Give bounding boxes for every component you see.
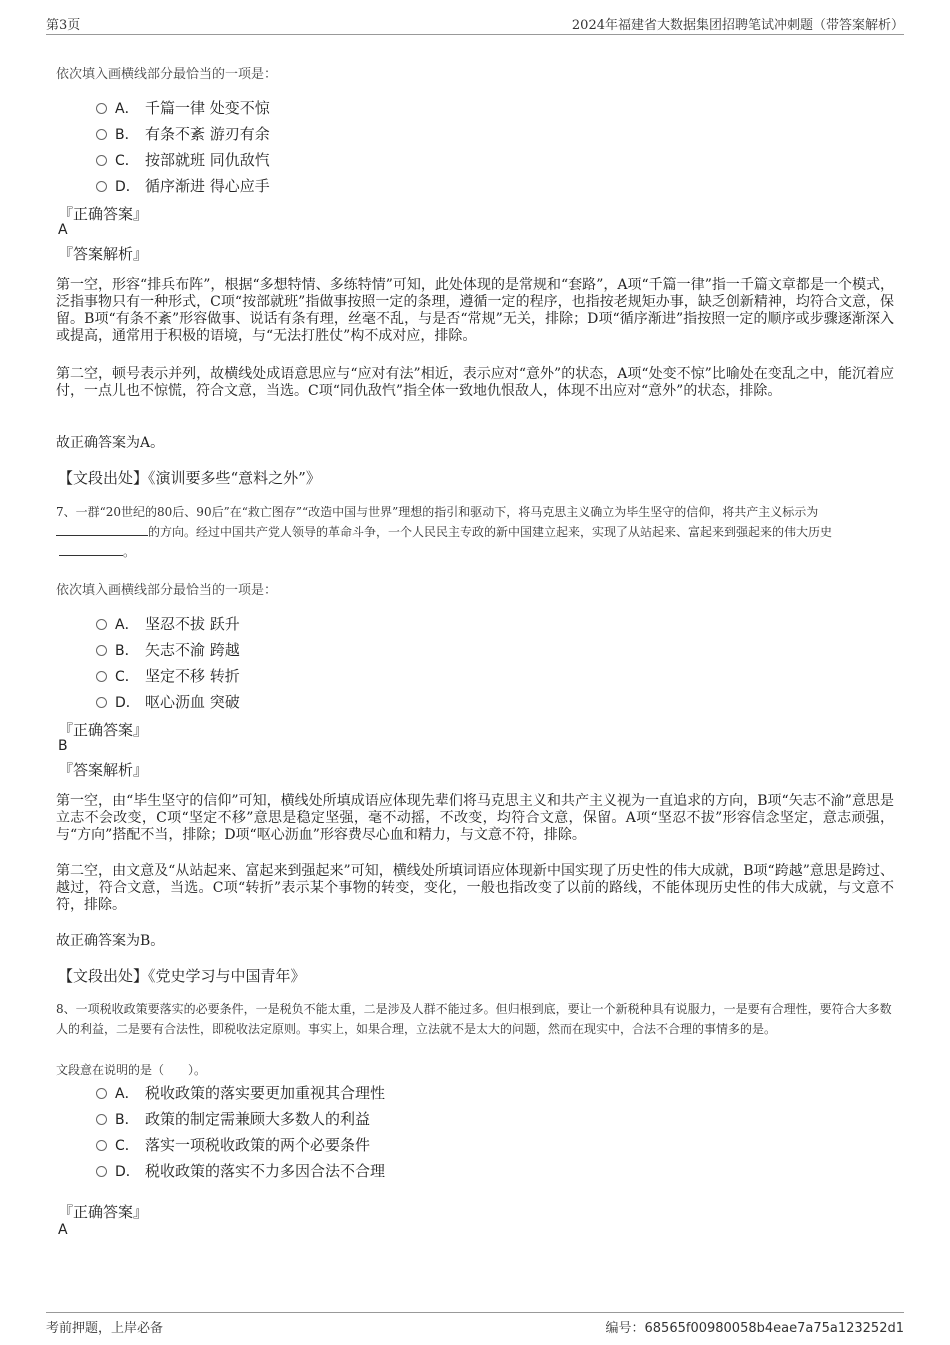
q6-analysis-paragraph-1: 第一空，形容“排兵布阵”，根据“多想特情、多练特情”可知，此处体现的是常规和“套路”，A项“千篇一律”指一千篇文章都是一个模式，泛指事物只有一种形式，C项“按部就班”指做事按照一定的条理，遵循一定的程序，也指按老规矩办事，缺乏创新精神，均符合文意，保留。B项“有条不紊”形容做事、说话有条有理，丝毫不乱，与是否“常规”无关，排除；D项“循序渐进”指按照一定的顺序或步骤逐渐深入或提高，通常用于积极的语境，与“无法打胜仗”构不成对应，排除。 — [56, 277, 894, 344]
footer-slogan: 考前押题，上岸必备 — [46, 1321, 164, 1336]
radio-icon[interactable] — [96, 155, 107, 166]
q6-option-d[interactable]: D． 循序渐进 得心应手 — [96, 175, 270, 196]
q7-conclusion: 故正确答案为B。 — [56, 933, 165, 949]
q6-intro: 依次填入画横线部分最恰当的一项是： — [56, 67, 278, 82]
q7-option-c[interactable]: C． 坚定不移 转折 — [96, 665, 240, 686]
radio-icon[interactable] — [96, 645, 107, 656]
q8-question: 文段意在说明的是（ ）。 — [56, 1063, 207, 1077]
q6-option-c[interactable]: C． 按部就班 同仇敌忾 — [96, 149, 270, 170]
q6-source: 【文段出处】《演训要多些“意料之外”》 — [58, 469, 321, 487]
radio-icon[interactable] — [96, 1088, 107, 1099]
q7-blank-2 — [59, 543, 123, 556]
radio-icon[interactable] — [96, 1140, 107, 1151]
q7-option-a[interactable]: A． 坚忍不拔 跃升 — [96, 613, 240, 634]
q6-analysis-label: 『答案解析』 — [58, 245, 149, 263]
q6-conclusion: 故正确答案为A。 — [56, 435, 165, 451]
page-number: 第3页 — [46, 18, 81, 33]
radio-icon[interactable] — [96, 1166, 107, 1177]
radio-icon[interactable] — [96, 129, 107, 140]
q8-option-d[interactable]: D． 税收政策的落实不力多因合法不合理 — [96, 1160, 385, 1181]
q7-stem: 7、一群“20世纪的80后、90后”在“救亡图存”“改造中国与世界”理想的指引和驱动下，将马克思主义确立为毕生坚守的信仰，将共产主义标示为的方向。经过中国共产党人领导的革命斗争，一个人民民主专政的新中国建立起来，实现了从站起来、富起来到强起来的伟大历史。 — [56, 505, 833, 559]
q8-option-c[interactable]: C． 落实一项税收政策的两个必要条件 — [96, 1134, 370, 1155]
radio-icon[interactable] — [96, 181, 107, 192]
q7-answer: B — [58, 738, 68, 754]
q6-answer-label: 『正确答案』 — [58, 205, 149, 223]
q8-answer: A — [58, 1222, 68, 1238]
radio-icon[interactable] — [96, 697, 107, 708]
document-title: 2024年福建省大数据集团招聘笔试冲刺题（带答案解析） — [571, 18, 904, 33]
q7-analysis-paragraph-1: 第一空，由“毕生坚守的信仰”可知，横线处所填成语应体现先辈们将马克思主义和共产主义视为一直追求的方向，B项“矢志不渝”意思是立志不会改变，C项“坚定不移”意思是稳定坚强，毫不动摇，不改变，均符合文意，保留。A项“坚忍不拔”形容信念坚定，意志顽强，与“方向”搭配不当，排除；D项“呕心沥血”形容费尽心血和精力，与文意不符，排除。 — [56, 793, 894, 843]
q7-source: 【文段出处】《党史学习与中国青年》 — [58, 967, 306, 985]
radio-icon[interactable] — [96, 619, 107, 630]
q6-option-b[interactable]: B． 有条不紊 游刃有余 — [96, 123, 270, 144]
q6-option-a[interactable]: A． 千篇一律 处变不惊 — [96, 97, 270, 118]
q7-answer-label: 『正确答案』 — [58, 721, 149, 739]
q7-intro: 依次填入画横线部分最恰当的一项是： — [56, 583, 278, 598]
q6-answer: A — [58, 222, 68, 238]
page-footer — [46, 1312, 904, 1336]
radio-icon[interactable] — [96, 1114, 107, 1125]
q7-option-d[interactable]: D． 呕心沥血 突破 — [96, 691, 240, 712]
q7-analysis-label: 『答案解析』 — [58, 761, 149, 779]
radio-icon[interactable] — [96, 671, 107, 682]
q7-option-b[interactable]: B． 矢志不渝 跨越 — [96, 639, 240, 660]
q8-stem: 8、一项税收政策要落实的必要条件，一是税负不能太重，二是涉及人群不能过多。但归根到底，要让一个新税种具有说服力，一是要有合理性，要符合大多数人的利益，二是要有合法性，即税收法定原则。事实上，如果合理，立法就不是太大的问题，然而在现实中，合法不合理的事情多的是。 — [56, 1002, 892, 1036]
q8-option-a[interactable]: A． 税收政策的落实要更加重视其合理性 — [96, 1082, 385, 1103]
document-code: 编号：68565f00980058b4eae7a75a123252d1 — [605, 1321, 904, 1336]
q8-option-b[interactable]: B． 政策的制定需兼顾大多数人的利益 — [96, 1108, 370, 1129]
q8-answer-label: 『正确答案』 — [58, 1203, 149, 1221]
q7-blank-1 — [56, 523, 148, 536]
page-header — [46, 14, 904, 34]
header-divider — [46, 34, 904, 35]
q7-analysis-paragraph-2: 第二空，由文意及“从站起来、富起来到强起来”可知，横线处所填词语应体现新中国实现了历史性的伟大成就，B项“跨越”意思是跨过、越过，符合文意，当选。C项“转折”表示某个事物的转变，变化，一般也指改变了以前的路线，不能体现历史性的伟大成就，与文意不符，排除。 — [56, 863, 894, 913]
radio-icon[interactable] — [96, 103, 107, 114]
q6-analysis-paragraph-2: 第二空，顿号表示并列，故横线处成语意思应与“应对有法”相近，表示应对“意外”的状态，A项“处变不惊”比喻处在变乱之中，能沉着应付，一点儿也不惊慌，符合文意，当选。C项“同仇敌忾”指全体一致地仇恨敌人，体现不出应对“意外”的状态，排除。 — [56, 366, 894, 399]
